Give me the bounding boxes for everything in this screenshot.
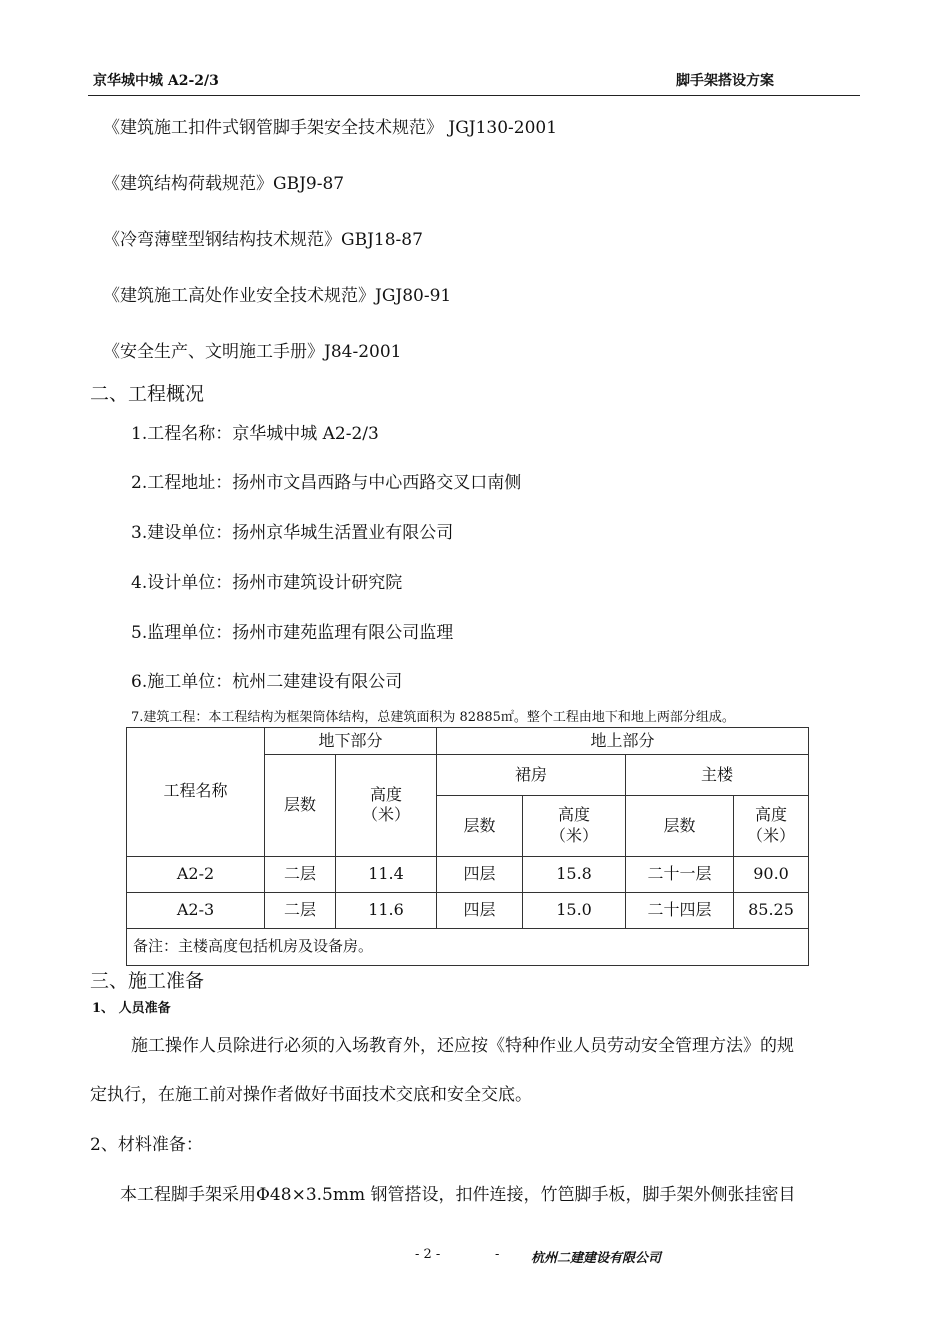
table-header-tw-floors: 层数 <box>626 796 734 856</box>
table-row <box>127 892 809 928</box>
table-row <box>127 856 809 892</box>
table-cell: 二层 <box>265 856 336 892</box>
table-note: 备注：主楼高度包括机房及设备房。 <box>127 928 809 965</box>
standard-item: 《建筑施工高处作业安全技术规范》JGJ80-91 <box>103 286 452 306</box>
table-header-tower: 主楼 <box>626 755 809 796</box>
overview-item: 4.设计单位：扬州市建筑设计研究院 <box>131 573 403 593</box>
table-cell-name: A2-2 <box>127 856 265 892</box>
table-header-pod-floors: 层数 <box>437 796 523 856</box>
overview-item: 3.建设单位：扬州京华城生活置业有限公司 <box>131 523 454 543</box>
footer-company: 杭州二建建设有限公司 <box>531 1251 662 1266</box>
standard-item: 《冷弯薄壁型钢结构技术规范》GBJ18-87 <box>103 230 423 250</box>
paragraph-line: 本工程脚手架采用Φ48×3.5mm 钢管搭设，扣件连接，竹笆脚手板，脚手架外侧张挂密目 <box>120 1185 796 1205</box>
table-header-aboveground: 地上部分 <box>437 728 809 755</box>
overview-table <box>126 727 809 966</box>
paragraph-line: 定执行，在施工前对操作者做好书面技术交底和安全交底。 <box>90 1085 532 1105</box>
standard-item: 《建筑结构荷载规范》GBJ9-87 <box>103 174 345 194</box>
table-cell: 二十四层 <box>626 892 734 928</box>
table-cell-name: A2-3 <box>127 892 265 928</box>
table-cell: 四层 <box>437 856 523 892</box>
footer-dash: - <box>495 1247 500 1262</box>
table-cell: 11.4 <box>336 856 437 892</box>
overview-item: 1.工程名称：京华城中城 A2-2/3 <box>131 424 379 444</box>
table-cell: 二层 <box>265 892 336 928</box>
section-title: 三、施工准备 <box>90 970 205 992</box>
table-cell: 二十一层 <box>626 856 734 892</box>
paragraph-line: 施工操作人员除进行必须的入场教育外，还应按《特种作业人员劳动安全管理方法》的规 <box>131 1036 794 1056</box>
section-title: 二、工程概况 <box>90 383 205 405</box>
header-rule <box>88 95 860 96</box>
table-header-ug-floors: 层数 <box>265 755 336 856</box>
standard-item: 《安全生产、文明施工手册》J84-2001 <box>103 342 402 362</box>
subsection-title: 1、 人员准备 <box>92 1001 171 1016</box>
table-header-podium: 裙房 <box>437 755 626 796</box>
standard-item: 《建筑施工扣件式钢管脚手架安全技术规范》 JGJ130-2001 <box>103 118 558 138</box>
header-right: 脚手架搭设方案 <box>676 73 774 89</box>
table-cell: 85.25 <box>734 892 809 928</box>
overview-item: 6.施工单位：杭州二建建设有限公司 <box>131 672 403 692</box>
overview-item: 5.监理单位：扬州市建苑监理有限公司监理 <box>131 623 454 643</box>
table-cell: 15.8 <box>523 856 626 892</box>
table-cell: 15.0 <box>523 892 626 928</box>
subsection-title: 2、材料准备： <box>90 1135 203 1155</box>
table-header-ug-height: 高度 （米） <box>336 755 437 856</box>
table-header-tw-height: 高度 （米） <box>734 796 809 856</box>
header-left: 京华城中城 A2-2/3 <box>93 73 219 89</box>
table-header-pod-height: 高度 （米） <box>523 796 626 856</box>
table-header-name: 工程名称 <box>127 728 265 857</box>
table-cell: 90.0 <box>734 856 809 892</box>
overview-item: 2.工程地址：扬州市文昌西路与中心西路交叉口南侧 <box>131 473 522 493</box>
table-header-underground: 地下部分 <box>265 728 437 755</box>
table-cell: 11.6 <box>336 892 437 928</box>
page-number: - 2 - <box>415 1247 441 1262</box>
table-cell: 四层 <box>437 892 523 928</box>
overview-item-7: 7.建筑工程：本工程结构为框架筒体结构，总建筑面积为 82885㎡。整个工程由地下和地上两部分组成。 <box>131 710 735 725</box>
